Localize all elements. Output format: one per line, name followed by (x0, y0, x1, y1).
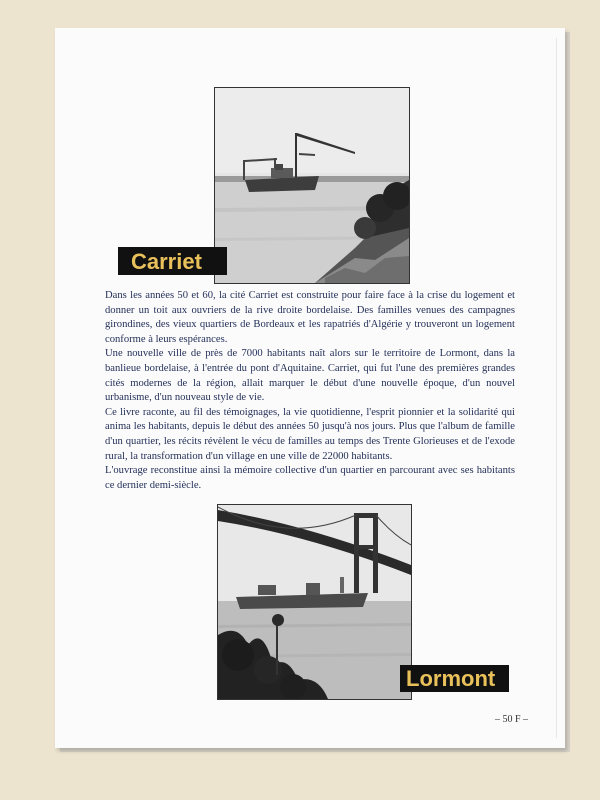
bridge-river-illustration (218, 505, 411, 699)
title-lormont: Lormont (400, 665, 509, 692)
paragraph: Ce livre raconte, au fil des témoignages, la vie quotidienne, l'esprit pionnier et la solidarité qui anima les habitants, depuis le début des années 50 jusqu'à nos jours. Plus que l'album de famille d'un quartier, les récits révèlent le vécu de familles au temps des Trente Glorieuses et de l'exode rural, la transformation d'un village en une ville de 22000 habitants. (105, 406, 515, 462)
paragraph: L'ouvrage reconstitue ainsi la mémoire collective d'un quartier en parcourant avec ses habitants ce dernier demi-siècle. (105, 465, 515, 491)
price-label: – 50 F – (495, 714, 529, 725)
page-edge-line (556, 38, 557, 738)
photo-ship-harbor (214, 87, 410, 284)
description-text (105, 289, 515, 493)
ship-harbor-illustration (215, 88, 409, 283)
title-carriet: Carriet (118, 247, 227, 275)
photo-bridge-river (217, 504, 412, 700)
paragraph: Une nouvelle ville de près de 7000 habitants naît alors sur le territoire de Lormont, dans la banlieue bordelaise, à l'entrée du pont d'Aquitaine. Carriet, qui fut l'une des premières grandes cités modernes de la région, allait marquer le début d'une nouvelle époque, d'un nouvel urbanisme, d'un nouveau style de vie. (105, 348, 515, 404)
book-back-cover (55, 28, 565, 748)
paragraph: Dans les années 50 et 60, la cité Carriet est construite pour faire face à la crise du logement et donner un toit aux ouvriers de la rive droite bordelaise. Des familles venues des campagnes girondines, des vieux quartiers de Bordeaux et les rapatriés d'Algérie y trouveront un logement conforme à leurs espérances. (105, 290, 515, 345)
